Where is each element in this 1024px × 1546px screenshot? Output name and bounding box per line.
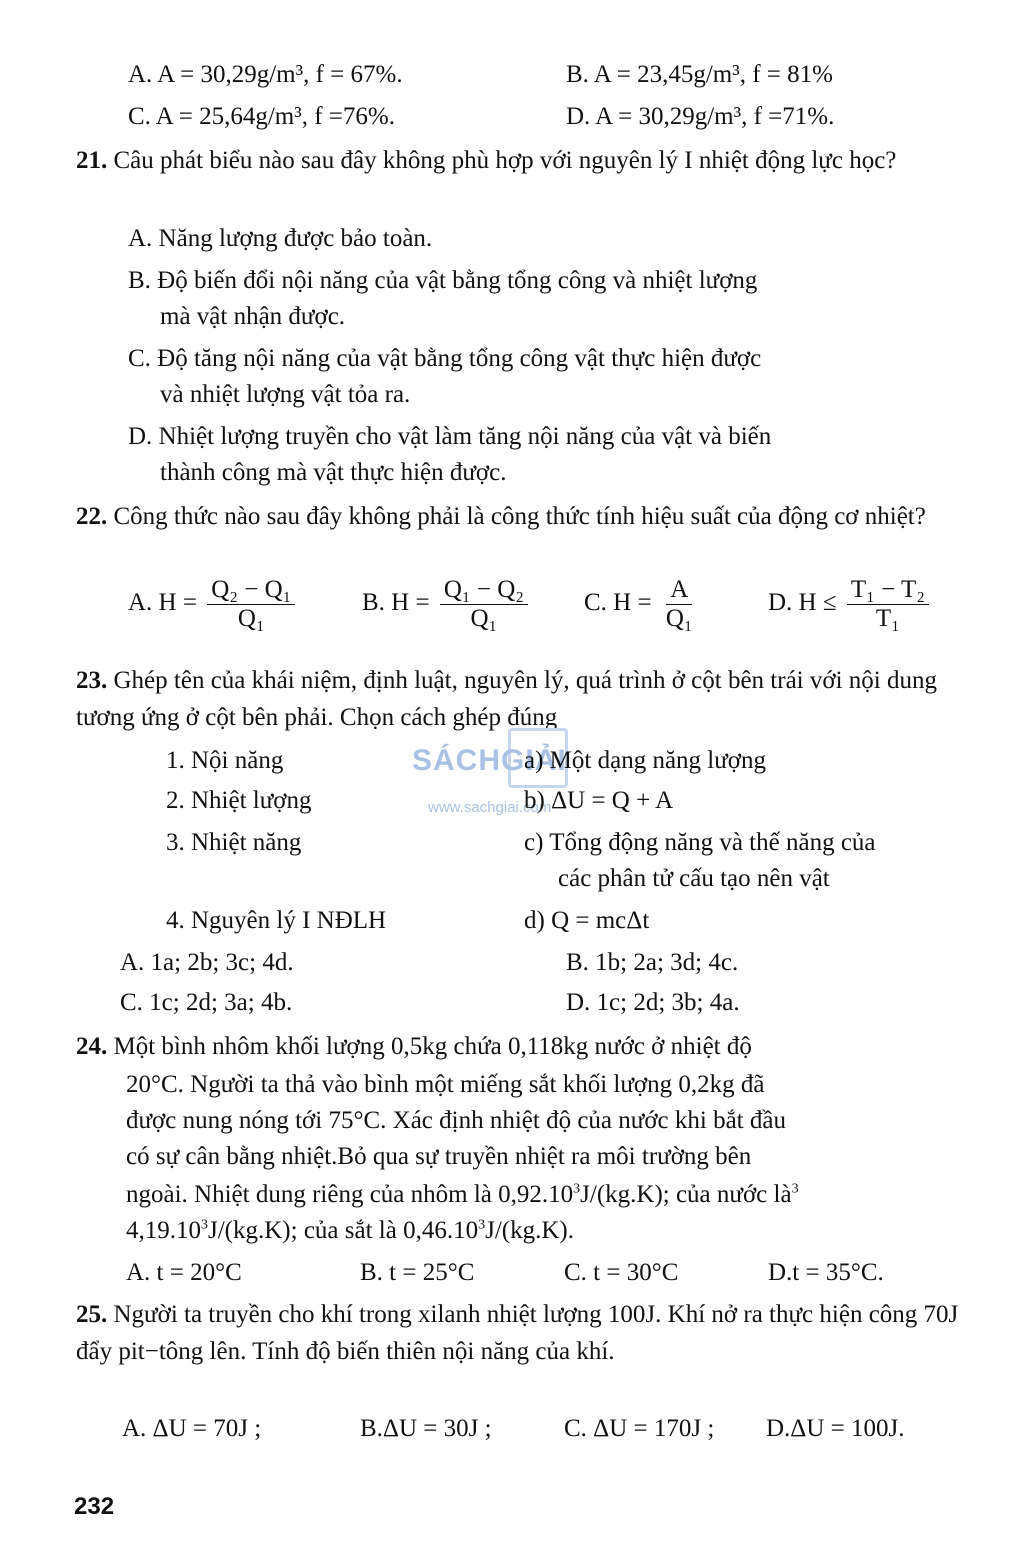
q21-option-c-line2: và nhiệt lượng vật tỏa ra. <box>160 381 411 408</box>
question-text: Câu phát biểu nào sau đây không phù hợp với nguyên lý I nhiệt động lực học? <box>113 147 897 174</box>
q20-option-b: B. A = 23,45g/m³, f = 81% <box>566 61 833 88</box>
q24-line4: có sự cân bằng nhiệt.Bỏ qua sự truyền nhiệt ra môi trường bên <box>126 1143 752 1170</box>
q23-right-d: d) Q = mcΔt <box>524 907 650 934</box>
question-text: Ghép tên của khái niệm, định luật, nguyên lý, quá trình ở cột bên trái với nội dung tương ứng ở cột bên phải. Chọn cách ghép đúng <box>76 667 937 731</box>
q21-option-d-line2: thành công mà vật thực hiện được. <box>160 459 507 486</box>
page-number: 232 <box>74 1493 115 1520</box>
q25-option-c: C. ΔU = 170J ; <box>564 1415 715 1442</box>
question-21 <box>76 142 976 179</box>
q24-option-b: B. t = 25°C <box>360 1259 475 1286</box>
q23-option-d: D. 1c; 2d; 3b; 4a. <box>566 989 740 1016</box>
q23-right-b: b) ΔU = Q + A <box>524 787 674 814</box>
question-22 <box>76 498 976 535</box>
q21-option-d-line1: D. Nhiệt lượng truyền cho vật làm tăng nội năng của vật và biến <box>128 423 772 450</box>
q23-left-4: 4. Nguyên lý I NĐLH <box>166 907 387 934</box>
question-number: 21. <box>76 147 108 174</box>
q23-right-c-line1: c) Tổng động năng và thế năng của <box>524 829 876 856</box>
q24-option-d: D.t = 35°C. <box>768 1259 884 1286</box>
q24-option-a: A. t = 20°C <box>126 1259 242 1286</box>
q21-option-b-line1: B. Độ biến đổi nội năng của vật bằng tổng công và nhiệt lượng <box>128 267 758 294</box>
watermark-brand: SÁCHGIẢI <box>412 744 567 777</box>
q21-option-b-line2: mà vật nhận được. <box>160 303 346 330</box>
q20-option-d: D. A = 30,29g/m³, f =71%. <box>566 103 835 130</box>
q23-left-2: 2. Nhiệt lượng <box>166 787 312 814</box>
q23-right-a: a) Một dạng năng lượng <box>524 747 767 774</box>
q23-option-b: B. 1b; 2a; 3d; 4c. <box>566 949 739 976</box>
q22-option-d: D. H ≤ $\frac{\text{T₁ − T₂}}{\text{T₁}}$ <box>768 576 933 633</box>
question-text: Người ta truyền cho khí trong xilanh nhiệt lượng 100J. Khí nở ra thực hiện công 70J đẩy pit−tông lên. Tính độ biến thiên nội năng của khí. <box>76 1301 959 1365</box>
q21-option-c-line1: C. Độ tăng nội năng của vật bằng tổng công vật thực hiện được <box>128 345 762 372</box>
q21-option-a: A. Năng lượng được bảo toàn. <box>128 225 433 252</box>
question-number: 23. <box>76 667 108 694</box>
question-number: 22. <box>76 503 108 530</box>
question-text: Công thức nào sau đây không phải là công thức tính hiệu suất của động cơ nhiệt? <box>113 503 926 530</box>
q22-option-b: B. H = $\frac{\text{Q₁ − Q₂}}{\text{Q₁}}$ <box>362 576 532 633</box>
q25-option-d: D.ΔU = 100J. <box>766 1415 905 1442</box>
watermark-url: www.sachgiai.com <box>428 799 552 816</box>
q24-line2: 20°C. Người ta thả vào bình một miếng sắt khối lượng 0,2kg đã <box>126 1071 765 1098</box>
q23-left-3: 3. Nhiệt năng <box>166 829 302 856</box>
q25-option-b: B.ΔU = 30J ; <box>360 1415 492 1442</box>
q23-right-c-line2: các phân tử cấu tạo nên vật <box>558 865 830 892</box>
q24-option-c: C. t = 30°C <box>564 1259 679 1286</box>
q22-option-a: A. H = $\frac{\text{Q₂ − Q₁}}{\text{Q₁}}$ <box>128 576 299 633</box>
q24-line1: 24. Một bình nhôm khối lượng 0,5kg chứa 0,118kg nước ở nhiệt độ <box>76 1033 752 1060</box>
question-25 <box>76 1296 976 1370</box>
q20-option-a: A. A = 30,29g/m³, f = 67%. <box>128 61 403 88</box>
q23-option-a: A. 1a; 2b; 3c; 4d. <box>120 949 294 976</box>
q23-option-c: C. 1c; 2d; 3a; 4b. <box>120 989 293 1016</box>
q24-line3: được nung nóng tới 75°C. Xác định nhiệt độ của nước khi bắt đầu <box>126 1107 786 1134</box>
q22-option-c: C. H = $\frac{A}{\text{Q₁}}$ <box>584 576 693 632</box>
q25-option-a: A. ΔU = 70J ; <box>122 1415 262 1442</box>
question-number: 25. <box>76 1301 108 1328</box>
q24-line5: ngoài. Nhiệt dung riêng của nhôm là 0,92.10$^3$J/(kg.K); của nước $là^3$ <box>126 1181 799 1208</box>
question-23 <box>76 662 976 736</box>
q20-option-c: C. A = 25,64g/m³, f =76%. <box>128 103 395 130</box>
q24-line6: 4,19.10$^3$J/(kg.K); của sắt là 0,46.10$^3$J/(kg.K). <box>126 1217 574 1244</box>
q23-left-1: 1. Nội năng <box>166 747 284 774</box>
